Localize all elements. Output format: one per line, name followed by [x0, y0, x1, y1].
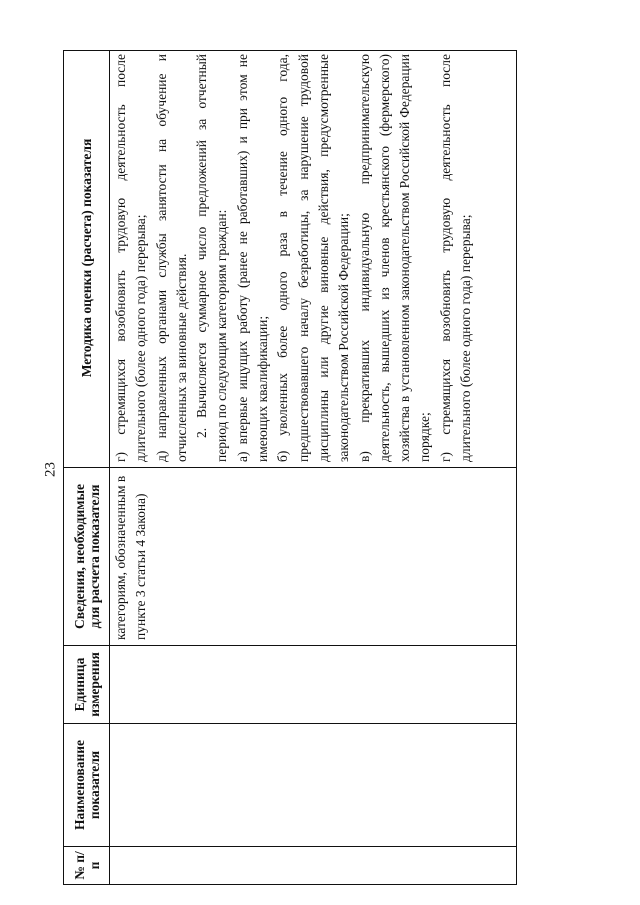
cell-methodology: [110, 49, 517, 467]
methodology-paragraph: в) прекративших индивидуальную предпринимательскую деятельность, вышедших из членов крестьянского (фермерского) хозяйства в установленном законодательством Российской Федерации порядке;: [356, 54, 433, 462]
header-unit: Единица измерения: [64, 645, 109, 723]
page-number: 23: [42, 462, 59, 477]
methodology-paragraph: 2. Вычисляется суммарное число предложений за отчетный период по следующим категориям граждан:: [194, 54, 230, 462]
methodology-paragraph: б) уволенных более одного раза в течение одного года, предшествовавшего началу безработицы, за нарушение трудовой дисциплины или другие виновные действия, предусмотренные законодательством Российской Федерации;: [275, 54, 352, 462]
methodology-paragraph: д) направленных органами службы занятости на обучение и отчисленных за виновные действия.: [153, 54, 189, 462]
table-wrapper: [63, 50, 517, 885]
header-methodology: Методика оценки (расчета) показателя: [79, 138, 94, 378]
cell-required-info: категориям, обозначенным в пункте 3 статьи 4 Закона): [110, 467, 517, 645]
header-number: № п/п: [64, 846, 109, 884]
header-indicator-name: Наименование показателя: [64, 723, 109, 846]
methodology-paragraph: а) впервые ищущих работу (ранее не работавших) и при этом не имеющих квалификации;: [234, 54, 271, 462]
header-required-info: Сведения, необходимые для расчета показателя: [64, 467, 109, 645]
cell-indicator-name: [110, 723, 517, 846]
indicator-table: [63, 50, 517, 885]
methodology-paragraph: г) стремящихся возобновить трудовую деятельность после длительного (более одного года) перерыва;: [113, 54, 149, 462]
cell-unit: [110, 645, 517, 723]
table-header-row: [64, 51, 110, 884]
methodology-paragraph: г) стремящихся возобновить трудовую деятельность после длительного (более одного года) перерыва;: [437, 54, 474, 462]
cell-number: [110, 846, 517, 884]
table-row: [110, 51, 517, 884]
